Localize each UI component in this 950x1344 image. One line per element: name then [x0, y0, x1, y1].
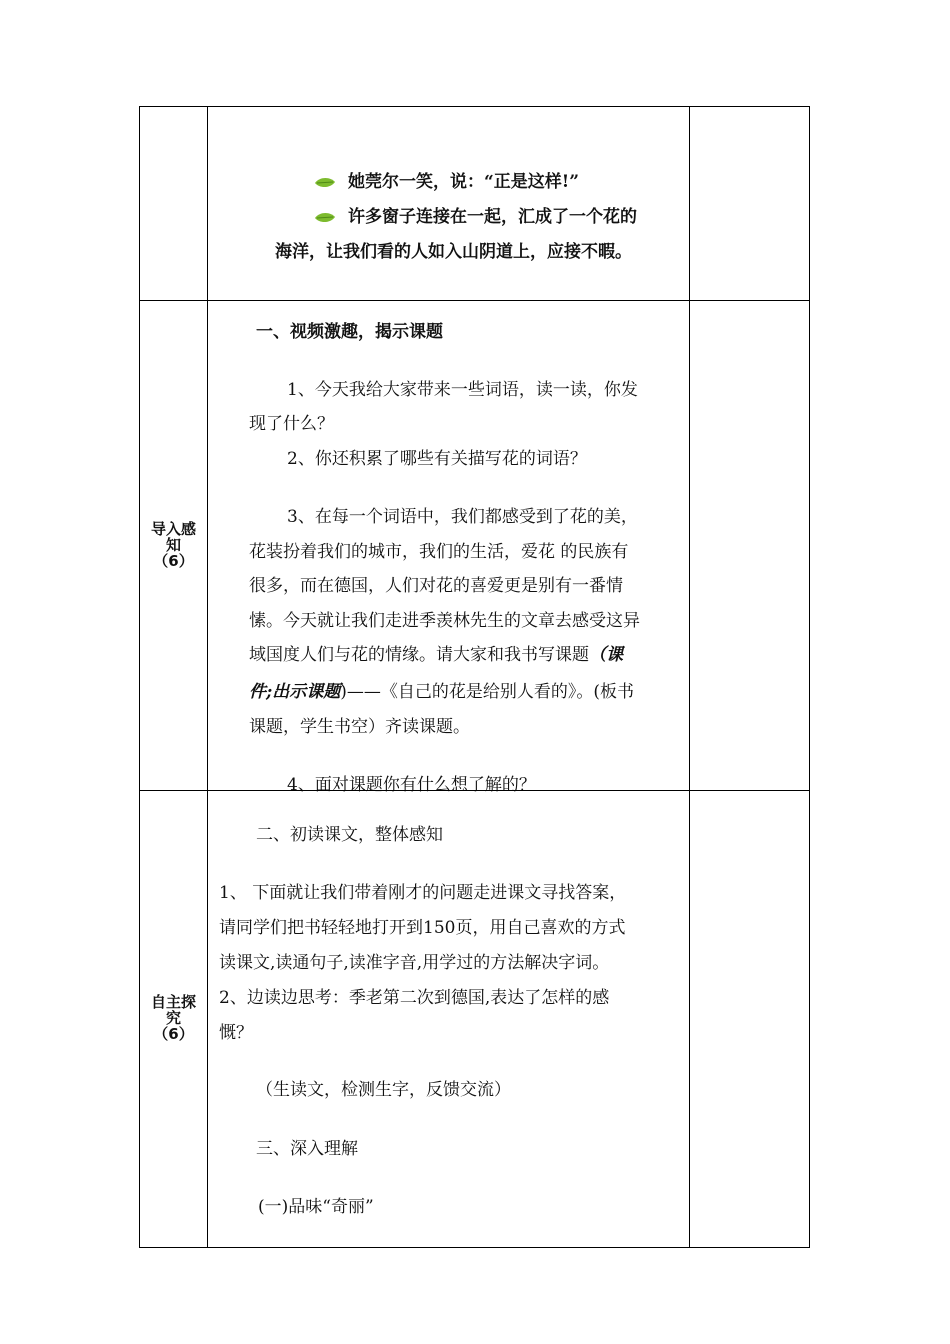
paragraph-line: 件;出示课题)——《自己的花是给别人看的》。(板书: [249, 682, 635, 702]
sub-heading: (一)品味“奇丽”: [258, 1197, 374, 1217]
paragraph-line: 愫。今天就让我们走进季羡林先生的文章去感受这异: [249, 611, 640, 631]
column-divider: [689, 791, 690, 1247]
paragraph-line: 慨？: [219, 1023, 253, 1043]
paragraph-line: 现了什么？: [249, 414, 334, 434]
paragraph-line: 域国度人们与花的情缘。请大家和我书写课题（课: [249, 645, 623, 665]
paragraph-line: 课题，学生书空）齐读课题。: [249, 717, 470, 737]
bullet-text: 她莞尔一笑，说：“正是这样!”: [348, 172, 580, 192]
leaf-icon: [314, 177, 336, 188]
paragraph-line: 花装扮着我们的城市，我们的生活，爱花 的民族有: [249, 542, 629, 562]
column-divider: [689, 301, 690, 790]
stage-label: 自主探 究 （6）: [150, 993, 196, 1043]
paragraph-line: 1、 下面就让我们带着刚才的问题走进课文寻找答案，: [219, 883, 627, 903]
bullet-text: 许多窗子连接在一起，汇成了一个花的: [348, 207, 637, 227]
bullet-line-1: [314, 167, 579, 192]
paragraph-line: 请同学们把书轻轻地打开到150页，用自己喜欢的方式: [219, 918, 626, 938]
leaf-icon: [314, 212, 336, 223]
section-heading: 二、初读课文，整体感知: [256, 825, 443, 845]
paragraph-line: 读课文,读通句子,读准字音,用学过的方法解决字词。: [219, 953, 610, 973]
column-divider: [207, 107, 208, 300]
section-heading: 三、深入理解: [256, 1139, 358, 1159]
paragraph-line: 2、边读边思考：季老第二次到德国,表达了怎样的感: [219, 988, 610, 1008]
section-heading: 一、视频激趣，揭示课题: [256, 322, 443, 342]
paragraph-line: 1、今天我给大家带来一些词语，读一读，你发: [287, 380, 638, 400]
paragraph-line: 3、在每一个词语中，我们都感受到了花的美，: [287, 507, 638, 527]
paragraph-line: 2、你还积累了哪些有关描写花的词语？: [287, 449, 587, 469]
column-divider: [207, 301, 208, 790]
bullet-line-2: [314, 202, 637, 227]
column-divider: [207, 791, 208, 1247]
paragraph-line: 很多，而在德国，人们对花的喜爱更是别有一番情: [249, 576, 623, 596]
bullet-line-2-cont: 海洋，让我们看的人如入山阴道上，应接不暇。: [275, 242, 632, 262]
paragraph-line: （生读文，检测生字，反馈交流）: [256, 1080, 511, 1100]
stage-label: 导入感 知 （6）: [150, 520, 196, 570]
paragraph-line: 4、面对课题你有什么想了解的？: [287, 775, 536, 795]
column-divider: [689, 107, 690, 300]
